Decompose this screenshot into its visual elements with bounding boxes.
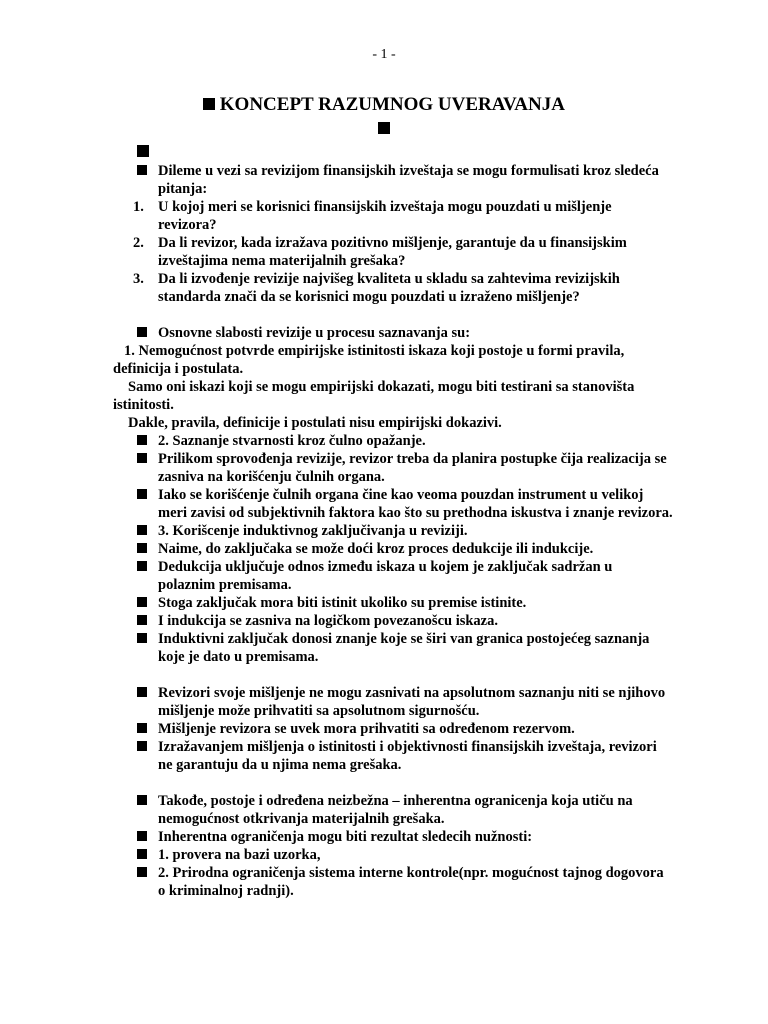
square-bullet-icon <box>137 489 147 499</box>
list-item-text: Stoga zaključak mora biti istinit ukoliko su premise istinite. <box>158 595 527 611</box>
square-bullet-icon <box>137 327 147 337</box>
square-bullet-icon <box>137 741 147 751</box>
list-item-text: Prilikom sprovođenja revizije, revizor treba da planira postupke čija realizacija se zasniva na korišćenju čulnih organa. <box>158 451 667 485</box>
list-item <box>113 324 673 342</box>
list-item-text: I indukcija se zasniva na logičkom povezanošcu iskaza. <box>158 613 498 629</box>
square-bullet-icon <box>137 435 147 445</box>
list-item-text: Da li izvođenje revizije najvišeg kvaliteta u skladu sa zahtevima revizijskih standarda znači da se korisnici mogu pouzdati u izraženo mišljenje? <box>158 271 620 305</box>
square-bullet-icon <box>137 795 147 805</box>
list-item-text: Revizori svoje mišljenje ne mogu zasnivati na apsolutnom saznanju niti se njihovo mišljenje može prihvatiti sa apsolutnom sigurnošću. <box>158 685 666 719</box>
square-bullet-icon <box>137 525 147 535</box>
list-item <box>113 828 673 846</box>
list-item <box>113 594 673 612</box>
list-item <box>113 522 673 540</box>
page-title <box>0 93 768 141</box>
square-bullet-icon <box>137 849 147 859</box>
list-item <box>113 792 673 828</box>
list-item <box>113 720 673 738</box>
list-number: 2. <box>133 235 144 251</box>
square-bullet-icon <box>137 145 149 157</box>
list-item-text: Mišljenje revizora se uvek mora prihvatiti sa određenom rezervom. <box>158 721 575 737</box>
list-item <box>113 486 673 522</box>
list-item-text: Iako se korišćenje čulnih organa čine kao veoma pouzdan instrument u velikoj meri zavisi od subjektivnih faktora kao što su prethodna iskustva i znanje revizora. <box>158 487 673 521</box>
list-item <box>113 864 673 900</box>
square-bullet-icon <box>137 165 147 175</box>
list-item <box>113 432 673 450</box>
list-item <box>113 234 673 270</box>
square-bullet-icon <box>137 633 147 643</box>
square-bullet-icon <box>137 687 147 697</box>
square-bullet-icon <box>137 597 147 607</box>
list-item <box>113 198 673 234</box>
empty-bullet-row <box>113 144 673 162</box>
list-item-text: Dedukcija uključuje odnos između iskaza u kojem je zaključak sadržan u polaznim premisama. <box>158 559 613 593</box>
document-body <box>113 144 673 900</box>
square-bullet-icon <box>137 723 147 733</box>
list-number: 1. <box>133 199 144 215</box>
list-item <box>113 558 673 594</box>
square-bullet-icon <box>137 831 147 841</box>
square-bullet-icon <box>378 122 390 134</box>
list-item <box>113 162 673 198</box>
square-bullet-icon <box>137 453 147 463</box>
list-item <box>113 612 673 630</box>
list-item-text: Takođe, postoje i određena neizbežna – inherentna ogranicenja koja utiču na nemogućnost otkrivanja materijalnih grešaka. <box>158 793 633 827</box>
square-bullet-icon <box>137 561 147 571</box>
list-item-text: 2. Saznanje stvarnosti kroz čulno opažanje. <box>158 433 426 449</box>
square-bullet-icon <box>203 98 215 110</box>
title-text: KONCEPT RAZUMNOG UVERAVANJA <box>219 94 565 115</box>
list-item-text: 2. Prirodna ograničenja sistema interne kontrole(npr. mogućnost tajnog dogovora o kriminalnoj radnji). <box>158 865 664 899</box>
paragraph: Samo oni iskazi koji se mogu empirijski dokazati, mogu biti testirani sa stanovišta istinitosti. <box>113 379 635 413</box>
list-item <box>113 450 673 486</box>
paragraph: Dakle, pravila, definicije i postulati nisu empirijski dokazivi. <box>128 415 502 431</box>
list-item-text: Naime, do zaključaka se može doći kroz proces dedukcije ili indukcije. <box>158 541 594 557</box>
list-item <box>113 684 673 720</box>
list-item-text: 3. Korišcenje induktivnog zaključivanja u reviziji. <box>158 523 468 539</box>
list-item <box>113 738 673 774</box>
square-bullet-icon <box>137 867 147 877</box>
paragraph: 1. Nemogućnost potvrde empirijske istinitosti iskaza koji postoje u formi pravila, definicija i postulata. <box>113 343 625 377</box>
list-item <box>113 630 673 666</box>
page-number: - 1 - <box>372 47 396 62</box>
list-item-text: Dileme u vezi sa revizijom finansijskih izveštaja se mogu formulisati kroz sledeća pitanja: <box>158 163 659 197</box>
list-item-text: Da li revizor, kada izražava pozitivno mišljenje, garantuje da u finansijskim izveštajima nema materijalnih grešaka? <box>158 235 627 269</box>
list-item-text: Osnovne slabosti revizije u procesu saznavanja su: <box>158 325 471 341</box>
list-item-text: 1. provera na bazi uzorka, <box>158 847 321 863</box>
list-number: 3. <box>133 271 144 287</box>
list-item <box>113 270 673 306</box>
list-item-text: Izražavanjem mišljenja o istinitosti i objektivnosti finansijskih izveštaja, revizori ne garantuju da u njima nema grešaka. <box>158 739 657 773</box>
list-item <box>113 540 673 558</box>
list-item-text: Inherentna ograničenja mogu biti rezultat sledecih nužnosti: <box>158 829 533 845</box>
list-item-text: Induktivni zaključak donosi znanje koje se širi van granica postojećeg saznanja koje je dato u premisama. <box>158 631 650 665</box>
square-bullet-icon <box>137 615 147 625</box>
square-bullet-icon <box>137 543 147 553</box>
list-item <box>113 846 673 864</box>
list-item-text: U kojoj meri se korisnici finansijskih izveštaja mogu pouzdati u mišljenje revizora? <box>158 199 612 233</box>
